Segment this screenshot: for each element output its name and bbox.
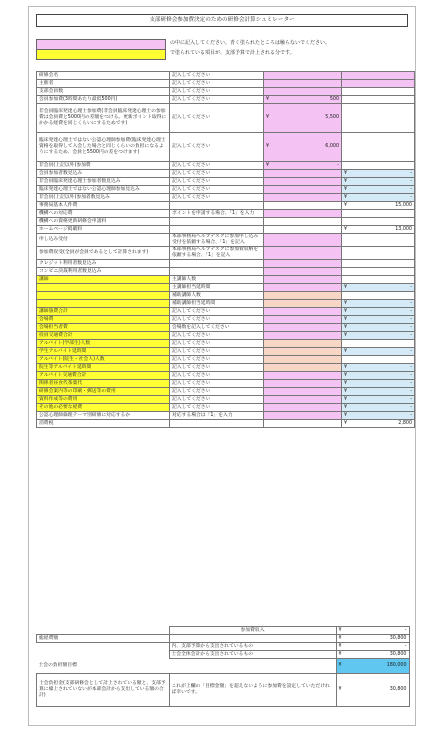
row-note: 記入してください xyxy=(170,80,264,88)
row-label: 申し込み受付 xyxy=(37,234,170,247)
input-cell[interactable] xyxy=(264,247,342,260)
input-cell[interactable] xyxy=(264,324,342,332)
row-label: 公認心理師倫理テーマ別研修に対応するか xyxy=(37,412,170,420)
row-note xyxy=(170,420,264,428)
value-cell xyxy=(342,308,415,316)
row-note: 記入してください xyxy=(170,162,264,170)
value-cell xyxy=(342,96,415,104)
row-label: その他の必要な経費 xyxy=(37,404,170,412)
value-cell xyxy=(342,133,415,162)
row-label: 会員参加者数見込み xyxy=(37,170,170,178)
row-note: 本部事務局ヘルプデスクに参加費収納を依頼する場合、「1」を記入 xyxy=(170,247,264,260)
row-note: 記入してください xyxy=(170,316,264,324)
input-cell[interactable] xyxy=(264,380,342,388)
input-cell xyxy=(264,226,342,234)
input-cell[interactable] xyxy=(264,210,342,218)
row-note: 記入してください xyxy=(170,308,264,316)
value-cell xyxy=(342,162,415,170)
row-label: アルバイト(院生・社会人)人数 xyxy=(37,356,170,364)
row-note: 記入してください xyxy=(170,380,264,388)
input-cell[interactable] xyxy=(264,88,342,96)
row-note: ポイントを申請する場合、「1」を入力 xyxy=(170,210,264,218)
within-label: 内、支部予算から支出されているもの xyxy=(169,643,336,651)
input-cell[interactable] xyxy=(264,308,342,316)
table-row xyxy=(37,218,415,226)
table-row xyxy=(37,340,415,348)
input-cell[interactable] xyxy=(264,332,342,340)
input-cell[interactable] xyxy=(264,170,342,178)
value-cell xyxy=(342,247,415,260)
final-label: 士会負担金(支部研修会として計上されている額と、支部予算に繰上されていないが本部会計から支出している額の合計) xyxy=(37,673,170,706)
income-value: - xyxy=(404,627,407,633)
input-cell[interactable] xyxy=(264,412,342,420)
input-cell[interactable] xyxy=(264,162,342,170)
table-row xyxy=(37,324,415,332)
value-cell xyxy=(342,170,415,178)
value-cell xyxy=(342,380,415,388)
row-note: 対応する場合は「1」を入力 xyxy=(170,412,264,420)
final-note: これが上欄の「目標金額」を超えないように参加費を設定していただければ幸いです。 xyxy=(169,673,336,706)
table-row xyxy=(37,133,415,162)
value-cell xyxy=(342,72,415,80)
row-note: 記入してください xyxy=(170,396,264,404)
input-cell[interactable] xyxy=(264,372,342,380)
value-cell xyxy=(342,420,415,428)
amount-value: - xyxy=(410,388,412,394)
table-row xyxy=(37,202,415,210)
input-cell[interactable] xyxy=(264,396,342,404)
value-cell xyxy=(342,210,415,218)
row-note: 記入してください xyxy=(170,104,264,133)
final-value: 30,800 xyxy=(389,686,407,692)
currency-symbol: ¥ xyxy=(344,194,348,200)
value-cell xyxy=(342,340,415,348)
table-row xyxy=(37,247,415,260)
row-note: 記入してください xyxy=(170,348,264,356)
table-row xyxy=(37,372,415,380)
row-note: 本部事務局ヘルプデスクに参加申し込み受付を依頼する場合、「1」を記入 xyxy=(170,234,264,247)
amount-value: 13,000 xyxy=(395,226,412,232)
row-note: 記入してください xyxy=(170,170,264,178)
row-label: 事務局基本人件費 xyxy=(37,202,170,210)
table-row xyxy=(37,388,415,396)
input-cell[interactable] xyxy=(264,340,342,348)
currency-symbol: ¥ xyxy=(344,324,348,330)
row-label: 非会員臨床発達心理士参加者数見込み xyxy=(37,178,170,186)
input-cell[interactable] xyxy=(264,104,342,133)
row-note: 主講師人数 xyxy=(170,276,264,284)
row-note xyxy=(170,218,264,226)
input-cell xyxy=(264,420,342,428)
row-label: 非会員臨床発達心理士参加費(非会員臨床発達心理士の参加費は会員費と5000円の差額をつける。更新ポイント取得にかかる経費を同じくらいにするためです) xyxy=(37,104,170,133)
row-label: 非会員(上記以外)参加費 xyxy=(37,162,170,170)
value-cell xyxy=(342,292,415,300)
value-cell xyxy=(342,268,415,276)
amount-value: - xyxy=(410,178,412,184)
input-cell[interactable] xyxy=(264,388,342,396)
input-cell[interactable] xyxy=(264,96,342,104)
row-note: 記入してください xyxy=(170,186,264,194)
row-note: 記入してください xyxy=(170,332,264,340)
input-cell xyxy=(264,218,342,226)
currency-symbol: ¥ xyxy=(266,96,270,102)
currency-symbol: ¥ xyxy=(344,178,348,184)
row-note: 補助講師担当延時間 xyxy=(170,300,264,308)
amount-value: - xyxy=(410,396,412,402)
row-label: 院生等アルバイト延時間 xyxy=(37,364,170,372)
input-cell[interactable] xyxy=(264,276,342,284)
amount-value: - xyxy=(410,316,412,322)
value-cell xyxy=(342,88,415,96)
amount-value: 6,000 xyxy=(325,144,339,149)
table-row xyxy=(37,80,415,88)
value-cell xyxy=(342,186,415,194)
summary-table xyxy=(36,626,410,707)
amount-value: - xyxy=(410,372,412,378)
row-note: 記入してください xyxy=(170,340,264,348)
currency-symbol: ¥ xyxy=(266,115,270,120)
amount-value: 15,000 xyxy=(395,202,412,208)
value-cell xyxy=(342,412,415,420)
row-label: クレジット利用者数見込み xyxy=(37,260,170,268)
row-label: 機構への資格更新研修会申請料 xyxy=(37,218,170,226)
amount-value: - xyxy=(410,332,412,338)
input-cell[interactable] xyxy=(264,178,342,186)
input-cell[interactable] xyxy=(264,348,342,356)
row-note: 記入してください xyxy=(170,96,264,104)
row-label: ホームページ掲載料 xyxy=(37,226,170,234)
currency-symbol: ¥ xyxy=(344,388,348,394)
input-cell[interactable] xyxy=(264,80,342,88)
value-cell xyxy=(342,194,415,202)
row-label: 関係者昼食代茶菓代 xyxy=(37,380,170,388)
value-cell xyxy=(342,226,415,234)
within-value: - xyxy=(404,643,407,649)
legend-pink-text: の中に記入してください。青く塗られたところは触らないでください。 xyxy=(170,40,331,46)
row-label: 消費税 xyxy=(37,420,170,428)
table-row xyxy=(37,88,415,96)
row-note xyxy=(170,268,264,276)
row-note: 記入してください xyxy=(170,88,264,96)
value-cell xyxy=(342,396,415,404)
input-cell[interactable] xyxy=(264,234,342,247)
row-note: 記入してください xyxy=(170,72,264,80)
currency-symbol: ¥ xyxy=(344,348,348,354)
value-cell xyxy=(342,276,415,284)
input-cell[interactable] xyxy=(264,284,342,292)
table-row xyxy=(37,162,415,170)
total-cost-label: 総経費額 xyxy=(37,635,170,643)
amount-value: 5,500 xyxy=(325,115,339,120)
table-row xyxy=(37,404,415,412)
row-label xyxy=(37,300,170,308)
table-row xyxy=(37,210,415,218)
value-cell xyxy=(342,316,415,324)
input-cell[interactable] xyxy=(264,300,342,308)
input-cell[interactable] xyxy=(264,133,342,162)
amount-value: - xyxy=(410,170,412,176)
value-cell xyxy=(342,372,415,380)
row-label: 講師旅費合計 xyxy=(37,308,170,316)
table-row xyxy=(37,276,415,284)
input-cell xyxy=(264,202,342,210)
value-cell xyxy=(342,348,415,356)
value-cell xyxy=(342,332,415,340)
amount-value: - xyxy=(410,348,412,354)
input-cell[interactable] xyxy=(264,268,342,276)
row-label: 参加費収受(全員が会員であるとして計算されます) xyxy=(37,247,170,260)
amount-value: - xyxy=(337,162,339,168)
amount-value: - xyxy=(410,186,412,192)
currency-symbol: ¥ xyxy=(344,186,348,192)
amount-value: - xyxy=(410,380,412,386)
value-cell xyxy=(342,284,415,292)
value-cell xyxy=(342,178,415,186)
sheet-title: 支部研修会参加費決定のための研修会計算シュミレーター xyxy=(36,14,408,27)
legend-yellow-swatch xyxy=(36,49,166,60)
summary-row-member: 士会全体会計から支出されているもの ¥ 30,800 xyxy=(37,651,410,659)
row-note: 補助講師人数 xyxy=(170,292,264,300)
summary-row-income: 参加費収入 ¥ - xyxy=(37,627,410,635)
table-row xyxy=(37,104,415,133)
member-label: 士会全体会計から支出されているもの xyxy=(169,651,336,659)
legend-yellow-text: で塗られている項目が、支部予算で計上される分です。 xyxy=(170,50,295,56)
row-label: 講師 xyxy=(37,276,170,284)
amount-value: - xyxy=(410,308,412,314)
input-cell[interactable] xyxy=(264,186,342,194)
value-cell xyxy=(342,80,415,88)
value-cell xyxy=(342,356,415,364)
currency-symbol: ¥ xyxy=(344,420,348,426)
input-cell[interactable] xyxy=(264,316,342,324)
table-row xyxy=(37,170,415,178)
value-cell xyxy=(342,260,415,268)
row-note: 記入してください xyxy=(170,364,264,372)
row-label: 役員交通費合計 xyxy=(37,332,170,340)
row-label: 研修会名 xyxy=(37,72,170,80)
table-row xyxy=(37,284,415,292)
currency-symbol: ¥ xyxy=(266,144,270,149)
row-label xyxy=(37,284,170,292)
amount-value: 500 xyxy=(329,96,339,102)
row-note: 記入してください xyxy=(170,178,264,186)
row-note: 主講師担当延時間 xyxy=(170,284,264,292)
burden-value: 180,000 xyxy=(386,662,407,668)
amount-value: - xyxy=(410,194,412,200)
amount-value: - xyxy=(410,404,412,410)
table-row xyxy=(37,380,415,388)
total-cost-value: 30,800 xyxy=(389,635,407,641)
table-row xyxy=(37,72,415,80)
currency-symbol: ¥ xyxy=(344,308,348,314)
income-label: 参加費収入 xyxy=(169,627,336,635)
summary-row-final: 士会負担金(支部研修会として計上されている額と、支部予算に繰上されていないが本部会計から支出している額の合計) これが上欄の「目標金額」を超えないように参加費を設定していただければ幸いです。 ¥ 30,800 xyxy=(37,673,410,706)
value-cell xyxy=(342,388,415,396)
row-label xyxy=(37,292,170,300)
table-row xyxy=(37,96,415,104)
table-row xyxy=(37,332,415,340)
row-note xyxy=(170,226,264,234)
value-cell xyxy=(342,234,415,247)
currency-symbol: ¥ xyxy=(344,404,348,410)
input-cell[interactable] xyxy=(264,364,342,372)
input-cell[interactable] xyxy=(264,404,342,412)
row-note: 記入してください xyxy=(170,194,264,202)
input-cell[interactable] xyxy=(264,356,342,364)
row-note xyxy=(170,260,264,268)
row-label: 研修会案内等の印刷・郵送等の費用 xyxy=(37,388,170,396)
row-label: アルバイト(学部生)人数 xyxy=(37,340,170,348)
value-cell xyxy=(342,218,415,226)
row-label: 学生アルバイト延時間 xyxy=(37,348,170,356)
member-value: 30,800 xyxy=(389,651,407,657)
currency-symbol: ¥ xyxy=(266,162,270,168)
table-row xyxy=(37,420,415,428)
table-row xyxy=(37,412,415,420)
value-cell xyxy=(342,404,415,412)
value-cell xyxy=(342,104,415,133)
currency-symbol: ¥ xyxy=(344,396,348,402)
amount-value: - xyxy=(410,324,412,330)
table-row xyxy=(37,186,415,194)
input-cell[interactable] xyxy=(264,260,342,268)
summary-row-branch: 内、支部予算から支出されているもの ¥ - xyxy=(37,643,410,651)
currency-symbol: ¥ xyxy=(344,372,348,378)
row-note: 記入してください xyxy=(170,372,264,380)
table-row xyxy=(37,356,415,364)
input-cell[interactable] xyxy=(264,72,342,80)
value-cell xyxy=(342,202,415,210)
currency-symbol: ¥ xyxy=(344,380,348,386)
value-cell xyxy=(342,364,415,372)
table-row xyxy=(37,178,415,186)
input-cell[interactable] xyxy=(264,292,342,300)
row-label: 主催者 xyxy=(37,80,170,88)
row-label: 会場担当者費 xyxy=(37,324,170,332)
table-row xyxy=(37,300,415,308)
currency-symbol: ¥ xyxy=(344,284,348,290)
table-row xyxy=(37,234,415,247)
table-row xyxy=(37,396,415,404)
table-row xyxy=(37,194,415,202)
row-label: 会員参加費(3時間あたり最低500円) xyxy=(37,96,170,104)
currency-symbol: ¥ xyxy=(344,332,348,338)
row-note: 記入してください xyxy=(170,388,264,396)
row-note: 記入してください xyxy=(170,356,264,364)
table-row xyxy=(37,226,415,234)
currency-symbol: ¥ xyxy=(344,412,348,418)
table-row xyxy=(37,316,415,324)
currency-symbol: ¥ xyxy=(344,300,348,306)
value-cell xyxy=(342,324,415,332)
input-cell[interactable] xyxy=(264,194,342,202)
row-note: 会場数を記入してください xyxy=(170,324,264,332)
summary-row-burden: 士会の負担額目標 ¥ 180,000 xyxy=(37,659,410,674)
row-label: 資料作成等の費用 xyxy=(37,396,170,404)
amount-value: - xyxy=(410,412,412,418)
burden-label: 士会の負担額目標 xyxy=(38,662,77,668)
row-label: 機構への対応費 xyxy=(37,210,170,218)
amount-value: 2,800 xyxy=(398,420,412,426)
amount-value: - xyxy=(410,364,412,370)
table-row xyxy=(37,308,415,316)
currency-symbol: ¥ xyxy=(344,316,348,322)
row-label: 会場費 xyxy=(37,316,170,324)
row-note xyxy=(170,202,264,210)
currency-symbol: ¥ xyxy=(344,202,348,208)
summary-row-total: 総経費額 ¥ 30,800 xyxy=(37,635,410,643)
table-row xyxy=(37,268,415,276)
value-cell xyxy=(342,300,415,308)
row-label: 臨床発達心理士ではない公認心理師参加費(臨床発達心理士資格を取得して入会した場合と同じくらいの負担になるようにするため、会員と5500円の差をつけます) xyxy=(37,133,170,162)
table-row xyxy=(37,348,415,356)
amount-value: - xyxy=(410,300,412,306)
cost-table xyxy=(36,71,415,428)
currency-symbol: ¥ xyxy=(344,170,348,176)
row-note: 記入してください xyxy=(170,404,264,412)
table-row xyxy=(37,260,415,268)
row-label: コンビニ決裁利用者数見込み xyxy=(37,268,170,276)
row-note: 記入してください xyxy=(170,133,264,162)
table-row xyxy=(37,292,415,300)
amount-value: - xyxy=(410,284,412,290)
row-label: 臨床発達心理士ではない公認心理師参加見込み xyxy=(37,186,170,194)
row-label: 非会員(上記以外)参加者数見込み xyxy=(37,194,170,202)
row-label: アルバイト交通費合計 xyxy=(37,372,170,380)
currency-symbol: ¥ xyxy=(344,364,348,370)
row-label: 支部会員数 xyxy=(37,88,170,96)
currency-symbol: ¥ xyxy=(344,226,348,232)
table-row xyxy=(37,364,415,372)
